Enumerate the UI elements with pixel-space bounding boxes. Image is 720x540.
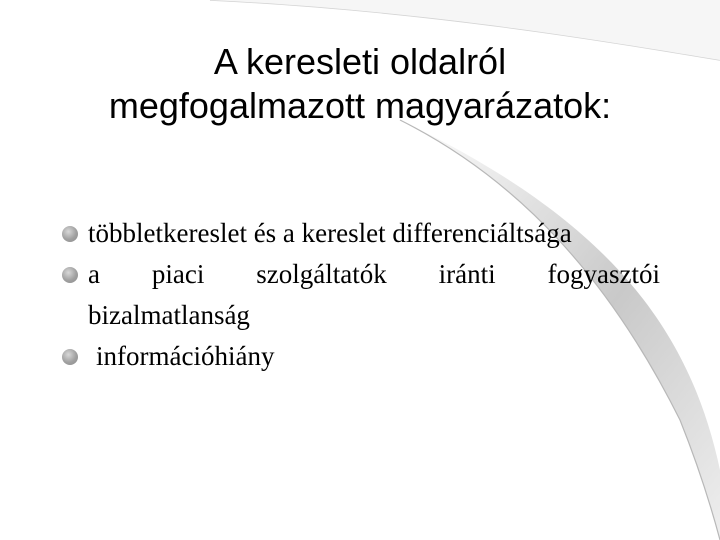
- bullet-dot-icon: [62, 267, 78, 283]
- bullet-word: piaci: [151, 259, 205, 289]
- bullet-item-2: [62, 254, 660, 336]
- title-line-1: A keresleti oldalról: [213, 41, 507, 82]
- bullet-text: információhiány: [96, 341, 275, 371]
- bullet-list: [62, 213, 660, 377]
- bullet-text: többletkereslet és a kereslet differenciáltsága: [88, 218, 572, 248]
- bullet-text-line-1: [88, 254, 660, 295]
- bullet-item-1: [62, 213, 660, 254]
- bullet-dot-icon: [62, 349, 78, 365]
- bullet-word: fogyasztói: [547, 259, 660, 289]
- bullet-word: iránti: [438, 259, 496, 289]
- bullet-item-3: [62, 336, 660, 377]
- slide-title: [40, 40, 680, 128]
- bullet-dot-icon: [62, 226, 78, 242]
- title-line-2: megfogalmazott magyarázatok:: [108, 85, 612, 126]
- bullet-text-line-2: bizalmatlanság: [88, 300, 250, 330]
- bullet-word: a: [88, 259, 100, 289]
- bullet-word: szolgáltatók: [256, 259, 387, 289]
